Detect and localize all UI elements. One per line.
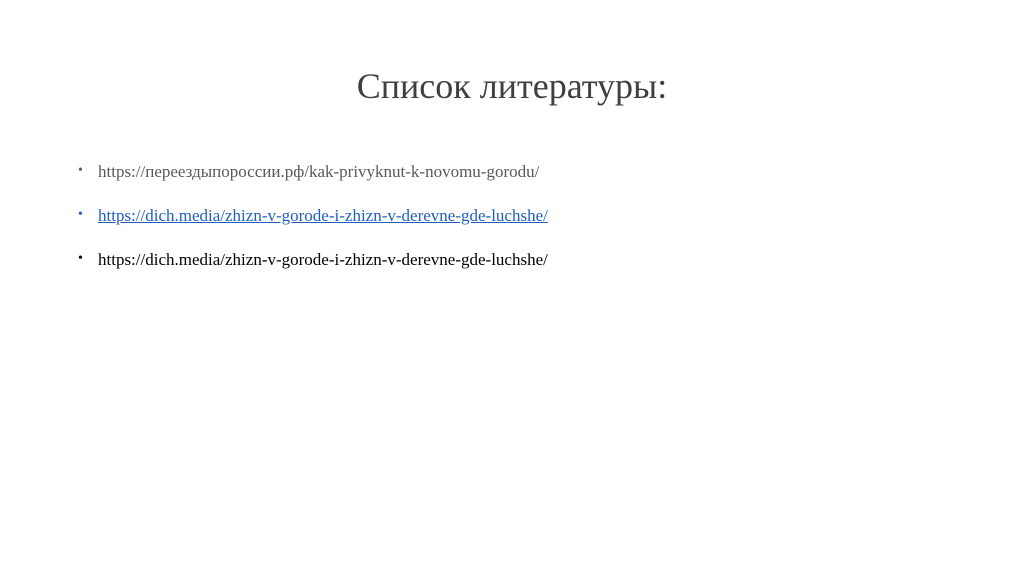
reference-item-2 [78, 202, 978, 230]
reference-list [78, 158, 978, 290]
bullet-icon: • [78, 163, 83, 178]
reference-text-3: https://dich.media/zhizn-v-gorode-i-zhizn-v-derevne-gde-luchshe/ [98, 250, 548, 269]
slide-title: Список литературы: [356, 66, 668, 106]
reference-item-3 [78, 246, 978, 274]
reference-link-2[interactable]: https://dich.media/zhizn-v-gorode-i-zhizn-v-derevne-gde-luchshe/ [98, 206, 548, 225]
bullet-icon: • [78, 207, 83, 222]
reference-text-1: https://переездыпороссии.рф/kak-privyknut-k-novomu-gorodu/ [98, 162, 540, 181]
bullet-icon: • [78, 251, 83, 266]
reference-item-1 [78, 158, 978, 186]
